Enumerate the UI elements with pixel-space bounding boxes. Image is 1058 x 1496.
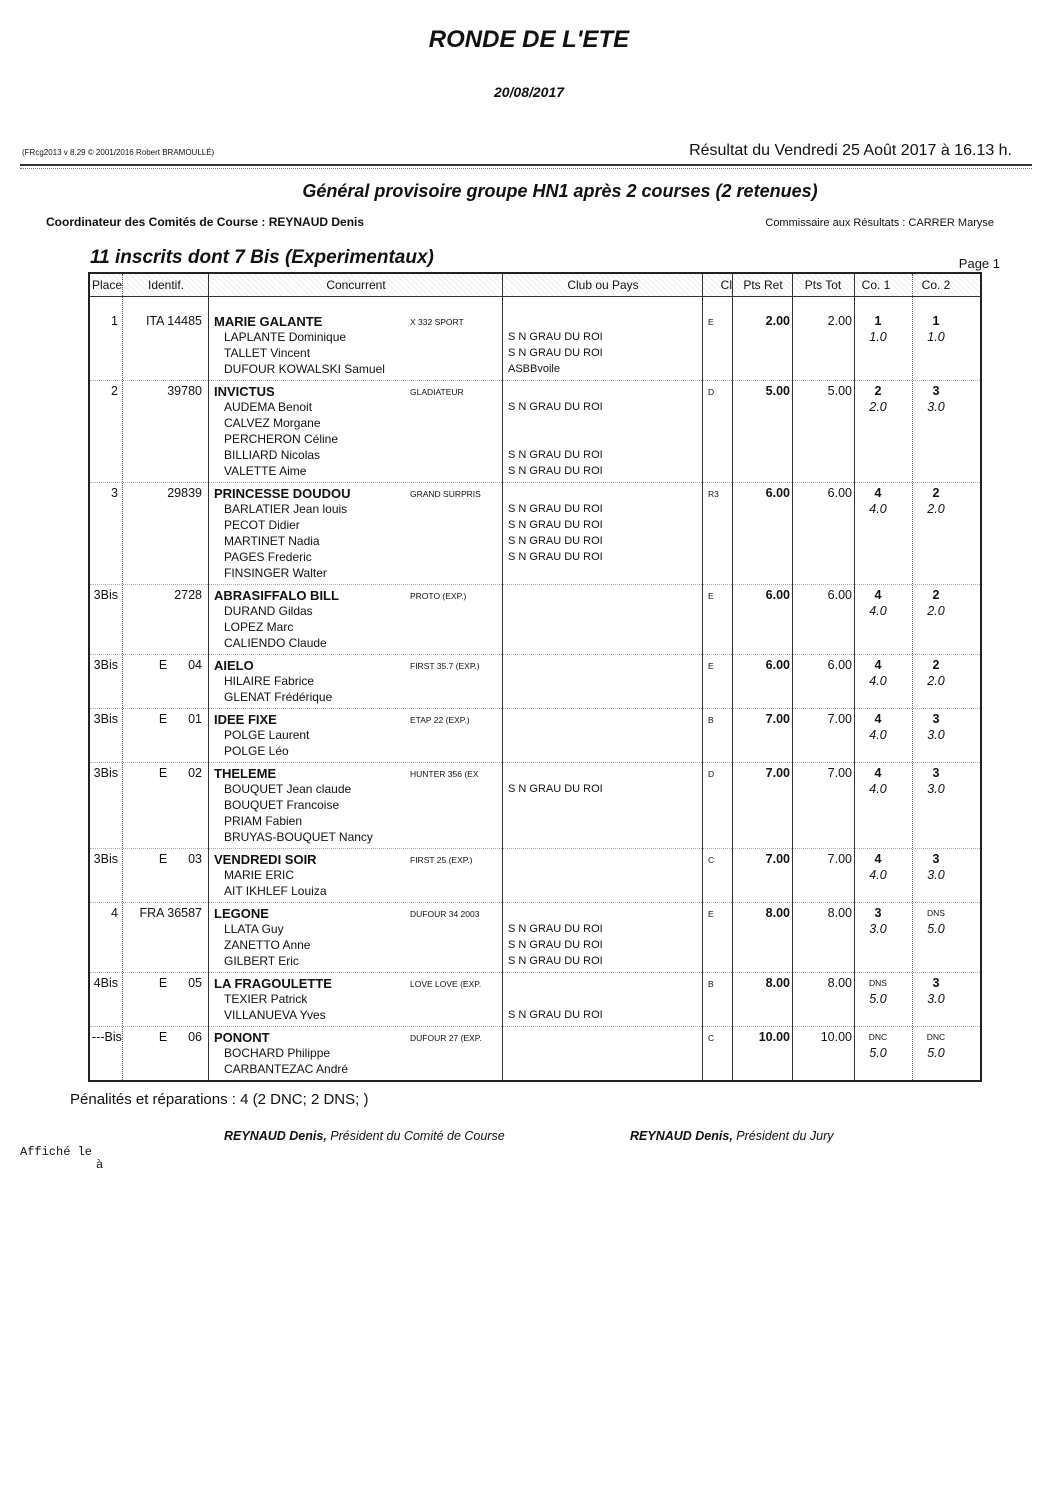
- crew-member-club: S N GRAU DU ROI: [508, 955, 603, 967]
- row-place: 4Bis: [93, 976, 118, 990]
- crew-member-name: BOUQUET Francoise: [224, 798, 340, 812]
- row-boat-name: LEGONE: [214, 906, 269, 921]
- row-identif: 29839: [167, 486, 202, 500]
- crew-member-name: VALETTE Aime: [224, 464, 307, 478]
- col-divider: [732, 274, 733, 1080]
- row-race-1-points: 4.0: [869, 728, 887, 742]
- row-boat-name: THELEME: [214, 766, 277, 781]
- crew-member-name: VILLANUEVA Yves: [224, 1008, 326, 1022]
- col-divider: [792, 274, 793, 1080]
- row-boat-name: VENDREDI SOIR: [214, 852, 317, 867]
- col-divider: [702, 274, 703, 1080]
- race-committee-president: [224, 1129, 505, 1143]
- crew-member-club: S N GRAU DU ROI: [508, 503, 603, 515]
- row-race-2-points: 5.0: [927, 1046, 945, 1060]
- row-identif: E 04: [158, 658, 202, 672]
- crew-member-name: CALIENDO Claude: [224, 636, 327, 650]
- col-class: Cl: [720, 278, 732, 292]
- ranking-subtitle: Général provisoire groupe HN1 après 2 courses (2 retenues): [302, 181, 818, 201]
- crew-member-name: BILLIARD Nicolas: [224, 448, 321, 462]
- crew-member-name: LOPEZ Marc: [224, 620, 294, 634]
- row-race-2-points: 2.0: [927, 674, 945, 688]
- row-class: R3: [708, 489, 719, 499]
- header-divider: [20, 164, 1032, 166]
- row-boat-name: INVICTUS: [214, 384, 275, 399]
- row-race-2-rank: DNS: [927, 908, 945, 918]
- row-class: D: [708, 387, 715, 397]
- row-boat-name: ABRASIFFALO BILL: [214, 588, 339, 603]
- row-identif: E 02: [158, 766, 202, 780]
- crew-member-name: TEXIER Patrick: [224, 992, 308, 1006]
- crew-member-name: CALVEZ Morgane: [224, 416, 321, 430]
- row-race-1-rank: DNS: [869, 978, 887, 988]
- row-race-1-points: 5.0: [869, 1046, 887, 1060]
- col-race-2: Co. 2: [921, 278, 951, 292]
- row-identif: E 06: [158, 1030, 202, 1044]
- row-race-1-rank: 3: [874, 906, 882, 920]
- row-boat-name: MARIE GALANTE: [214, 314, 323, 329]
- crew-member-club: S N GRAU DU ROI: [508, 939, 603, 951]
- row-boat-name: PONONT: [214, 1030, 270, 1045]
- row-separator: [90, 654, 980, 655]
- row-place: 3Bis: [93, 852, 118, 866]
- crew-member-name: LLATA Guy: [224, 922, 284, 936]
- col-concurrent: Concurrent: [326, 278, 386, 292]
- event-date: 20/08/2017: [493, 84, 565, 100]
- row-identif: 2728: [174, 588, 202, 602]
- crew-member-name: MARTINET Nadia: [224, 534, 320, 548]
- row-place: 3Bis: [93, 658, 118, 672]
- row-place: ---Bis: [92, 1030, 122, 1044]
- jury-president: [630, 1129, 834, 1143]
- row-race-2-points: 3.0: [927, 400, 945, 414]
- results-commissioner: Commissaire aux Résultats : CARRER Maryse: [765, 217, 994, 229]
- crew-member-club: S N GRAU DU ROI: [508, 519, 603, 531]
- crew-member-name: BOCHARD Philippe: [224, 1046, 331, 1060]
- row-points-total: 7.00: [827, 852, 852, 866]
- page-number: Page 1: [958, 256, 1000, 271]
- row-race-1-rank: 4: [874, 766, 882, 780]
- row-race-1-rank: 4: [874, 852, 882, 866]
- row-race-1-points: 4.0: [869, 782, 887, 796]
- jury-president-name: REYNAUD Denis,: [630, 1129, 733, 1143]
- col-divider: [912, 274, 913, 1080]
- crew-member-name: AIT IKHLEF Louiza: [224, 884, 327, 898]
- col-divider: [122, 274, 123, 1080]
- row-boat-model: X 332 SPORT: [410, 317, 464, 327]
- row-race-1-points: 5.0: [869, 992, 887, 1006]
- row-race-1-points: 1.0: [869, 330, 887, 344]
- row-points-total: 7.00: [827, 712, 852, 726]
- crew-member-name: TALLET Vincent: [224, 346, 311, 360]
- row-race-1-rank: 4: [874, 712, 882, 726]
- crew-member-club: S N GRAU DU ROI: [508, 535, 603, 547]
- col-identif: Identif.: [147, 278, 185, 292]
- row-race-1-points: 4.0: [869, 674, 887, 688]
- software-copyright: (FRcg2013 v 8.29 © 2001/2016 Robert BRAMOULLÉ): [22, 148, 215, 157]
- row-place: 3: [111, 486, 118, 500]
- row-boat-model: HUNTER 356 (EX: [410, 769, 479, 779]
- result-timestamp: Résultat du Vendredi 25 Août 2017 à 16.13 h.: [689, 142, 1012, 159]
- row-race-1-rank: 2: [874, 384, 882, 398]
- row-race-2-points: 3.0: [927, 992, 945, 1006]
- row-identif: ITA 14485: [145, 314, 202, 328]
- row-points-total: 6.00: [827, 486, 852, 500]
- row-boat-model: ETAP 22 (EXP.): [410, 715, 470, 725]
- row-race-2-rank: 2: [932, 588, 940, 602]
- row-class: B: [708, 979, 714, 989]
- crew-member-name: HILAIRE Fabrice: [224, 674, 315, 688]
- penalties-summary: Pénalités et réparations : 4 (2 DNC; 2 DNS; ): [70, 1091, 369, 1108]
- row-boat-model: FIRST 35.7 (EXP.): [410, 661, 480, 671]
- row-class: E: [708, 317, 714, 327]
- crew-member-name: GILBERT Eric: [224, 954, 299, 968]
- row-boat-name: PRINCESSE DOUDOU: [214, 486, 351, 501]
- row-identif: E 01: [158, 712, 202, 726]
- posted-on: Affiché le: [20, 1145, 93, 1159]
- row-race-2-rank: DNC: [926, 1032, 946, 1042]
- row-race-2-rank: 2: [932, 486, 940, 500]
- row-separator: [90, 902, 980, 903]
- row-class: E: [708, 909, 714, 919]
- row-race-2-points: 5.0: [927, 922, 945, 936]
- row-boat-model: PROTO (EXP.): [410, 591, 467, 601]
- row-points-total: 5.00: [827, 384, 852, 398]
- row-race-2-rank: 1: [932, 314, 940, 328]
- crew-member-club: S N GRAU DU ROI: [508, 449, 603, 461]
- coordinator: Coordinateur des Comités de Course : REYNAUD Denis: [46, 215, 365, 229]
- col-pts-tot: Pts Tot: [804, 278, 842, 292]
- row-boat-model: GLADIATEUR: [410, 387, 464, 397]
- row-points-retained: 5.00: [765, 384, 790, 398]
- crew-member-name: PERCHERON Céline: [224, 432, 339, 446]
- crew-member-name: POLGE Laurent: [224, 728, 310, 742]
- row-points-retained: 2.00: [765, 314, 790, 328]
- row-place: 2: [111, 384, 118, 398]
- race-committee-president-role: Président du Comité de Course: [326, 1129, 505, 1143]
- row-boat-model: DUFOUR 27 (EXP.: [410, 1033, 482, 1043]
- row-points-retained: 10.00: [758, 1030, 790, 1044]
- posted-at: à: [96, 1158, 104, 1172]
- row-class: E: [708, 661, 714, 671]
- col-divider: [854, 274, 855, 1080]
- crew-member-name: FINSINGER Walter: [224, 566, 327, 580]
- crew-member-name: ZANETTO Anne: [224, 938, 311, 952]
- row-race-1-rank: DNC: [868, 1032, 888, 1042]
- row-boat-model: GRAND SURPRIS: [410, 489, 481, 499]
- row-place: 4: [111, 906, 118, 920]
- col-divider: [502, 274, 503, 1080]
- crew-member-name: AUDEMA Benoit: [224, 400, 313, 414]
- row-place: 3Bis: [93, 766, 118, 780]
- col-place: Place: [92, 278, 123, 292]
- row-place: 3Bis: [93, 712, 118, 726]
- row-boat-name: AIELO: [214, 658, 254, 673]
- crew-member-club: S N GRAU DU ROI: [508, 783, 603, 795]
- row-separator: [90, 482, 980, 483]
- col-divider: [208, 274, 209, 1080]
- row-class: C: [708, 1033, 715, 1043]
- row-separator: [90, 848, 980, 849]
- col-club: Club ou Pays: [567, 278, 639, 292]
- row-class: C: [708, 855, 715, 865]
- row-points-total: 8.00: [827, 976, 852, 990]
- crew-member-name: PECOT Didier: [224, 518, 300, 532]
- row-boat-model: FIRST 25 (EXP.): [410, 855, 473, 865]
- row-place: 1: [111, 314, 118, 328]
- row-race-1-rank: 4: [874, 588, 882, 602]
- crew-member-club: S N GRAU DU ROI: [508, 1009, 603, 1021]
- row-race-2-rank: 3: [932, 384, 940, 398]
- row-race-2-points: 2.0: [927, 502, 945, 516]
- crew-member-club: S N GRAU DU ROI: [508, 401, 603, 413]
- row-race-1-points: 4.0: [869, 604, 887, 618]
- row-race-1-points: 3.0: [869, 922, 887, 936]
- row-identif: 39780: [167, 384, 202, 398]
- crew-member-name: POLGE Léo: [224, 744, 289, 758]
- row-class: D: [708, 769, 715, 779]
- row-race-2-points: 2.0: [927, 604, 945, 618]
- row-boat-model: LOVE LOVE (EXP.: [410, 979, 482, 989]
- row-identif: E 03: [158, 852, 202, 866]
- row-points-total: 8.00: [827, 906, 852, 920]
- row-class: B: [708, 715, 714, 725]
- row-points-total: 7.00: [827, 766, 852, 780]
- entries-count: 11 inscrits dont 7 Bis (Experimentaux): [90, 247, 434, 268]
- crew-member-club: S N GRAU DU ROI: [508, 331, 603, 343]
- crew-member-name: BARLATIER Jean louis: [224, 502, 348, 516]
- table-header: [90, 274, 980, 297]
- row-separator: [90, 708, 980, 709]
- row-separator: [90, 1026, 980, 1027]
- row-points-retained: 6.00: [765, 486, 790, 500]
- row-race-1-points: 4.0: [869, 502, 887, 516]
- crew-member-name: PAGES Frederic: [224, 550, 312, 564]
- crew-member-club: S N GRAU DU ROI: [508, 465, 603, 477]
- col-race-1: Co. 1: [861, 278, 891, 292]
- crew-member-name: PRIAM Fabien: [224, 814, 303, 828]
- row-points-retained: 8.00: [765, 906, 790, 920]
- crew-member-name: DURAND Gildas: [224, 604, 313, 618]
- row-boat-name: IDEE FIXE: [214, 712, 277, 727]
- row-race-2-rank: 2: [932, 658, 940, 672]
- row-race-2-points: 3.0: [927, 868, 945, 882]
- row-race-1-rank: 4: [874, 658, 882, 672]
- row-points-retained: 8.00: [765, 976, 790, 990]
- row-identif: E 05: [158, 976, 202, 990]
- row-identif: FRA 36587: [139, 906, 202, 920]
- row-points-retained: 7.00: [765, 766, 790, 780]
- results-table: [88, 272, 982, 1082]
- row-race-2-rank: 3: [932, 852, 940, 866]
- row-race-1-rank: 1: [874, 314, 882, 328]
- row-boat-name: LA FRAGOULETTE: [214, 976, 332, 991]
- row-place: 3Bis: [93, 588, 118, 602]
- row-points-retained: 6.00: [765, 588, 790, 602]
- row-race-1-rank: 4: [874, 486, 882, 500]
- crew-member-name: CARBANTEZAC André: [224, 1062, 349, 1076]
- row-points-retained: 6.00: [765, 658, 790, 672]
- row-race-1-points: 2.0: [869, 400, 887, 414]
- row-race-1-points: 4.0: [869, 868, 887, 882]
- row-separator: [90, 972, 980, 973]
- row-race-2-rank: 3: [932, 976, 940, 990]
- row-points-retained: 7.00: [765, 712, 790, 726]
- row-separator: [90, 584, 980, 585]
- jury-president-role: Président du Jury: [732, 1129, 834, 1143]
- row-points-retained: 7.00: [765, 852, 790, 866]
- crew-member-club: ASBBvoile: [508, 363, 560, 375]
- row-separator: [90, 380, 980, 381]
- crew-member-name: BRUYAS-BOUQUET Nancy: [224, 830, 373, 844]
- col-pts-ret: Pts Ret: [743, 278, 783, 292]
- crew-member-club: S N GRAU DU ROI: [508, 347, 603, 359]
- row-separator: [90, 762, 980, 763]
- row-class: E: [708, 591, 714, 601]
- row-points-total: 6.00: [827, 588, 852, 602]
- crew-member-club: S N GRAU DU ROI: [508, 551, 603, 563]
- row-race-2-points: 1.0: [927, 330, 945, 344]
- row-points-total: 10.00: [820, 1030, 852, 1044]
- crew-member-name: GLENAT Frédérique: [224, 690, 333, 704]
- row-race-2-rank: 3: [932, 766, 940, 780]
- header-divider-dotted: [20, 168, 1032, 169]
- row-race-2-rank: 3: [932, 712, 940, 726]
- race-committee-president-name: REYNAUD Denis,: [224, 1129, 327, 1143]
- crew-member-name: DUFOUR KOWALSKI Samuel: [224, 362, 385, 376]
- row-race-2-points: 3.0: [927, 782, 945, 796]
- row-points-total: 2.00: [827, 314, 852, 328]
- crew-member-club: S N GRAU DU ROI: [508, 923, 603, 935]
- row-boat-model: DUFOUR 34 2003: [410, 909, 480, 919]
- page-title: RONDE DE L'ETE: [428, 26, 630, 53]
- crew-member-name: MARIE ERIC: [224, 868, 295, 882]
- row-race-2-points: 3.0: [927, 728, 945, 742]
- row-points-total: 6.00: [827, 658, 852, 672]
- crew-member-name: LAPLANTE Dominique: [224, 330, 347, 344]
- crew-member-name: BOUQUET Jean claude: [224, 782, 352, 796]
